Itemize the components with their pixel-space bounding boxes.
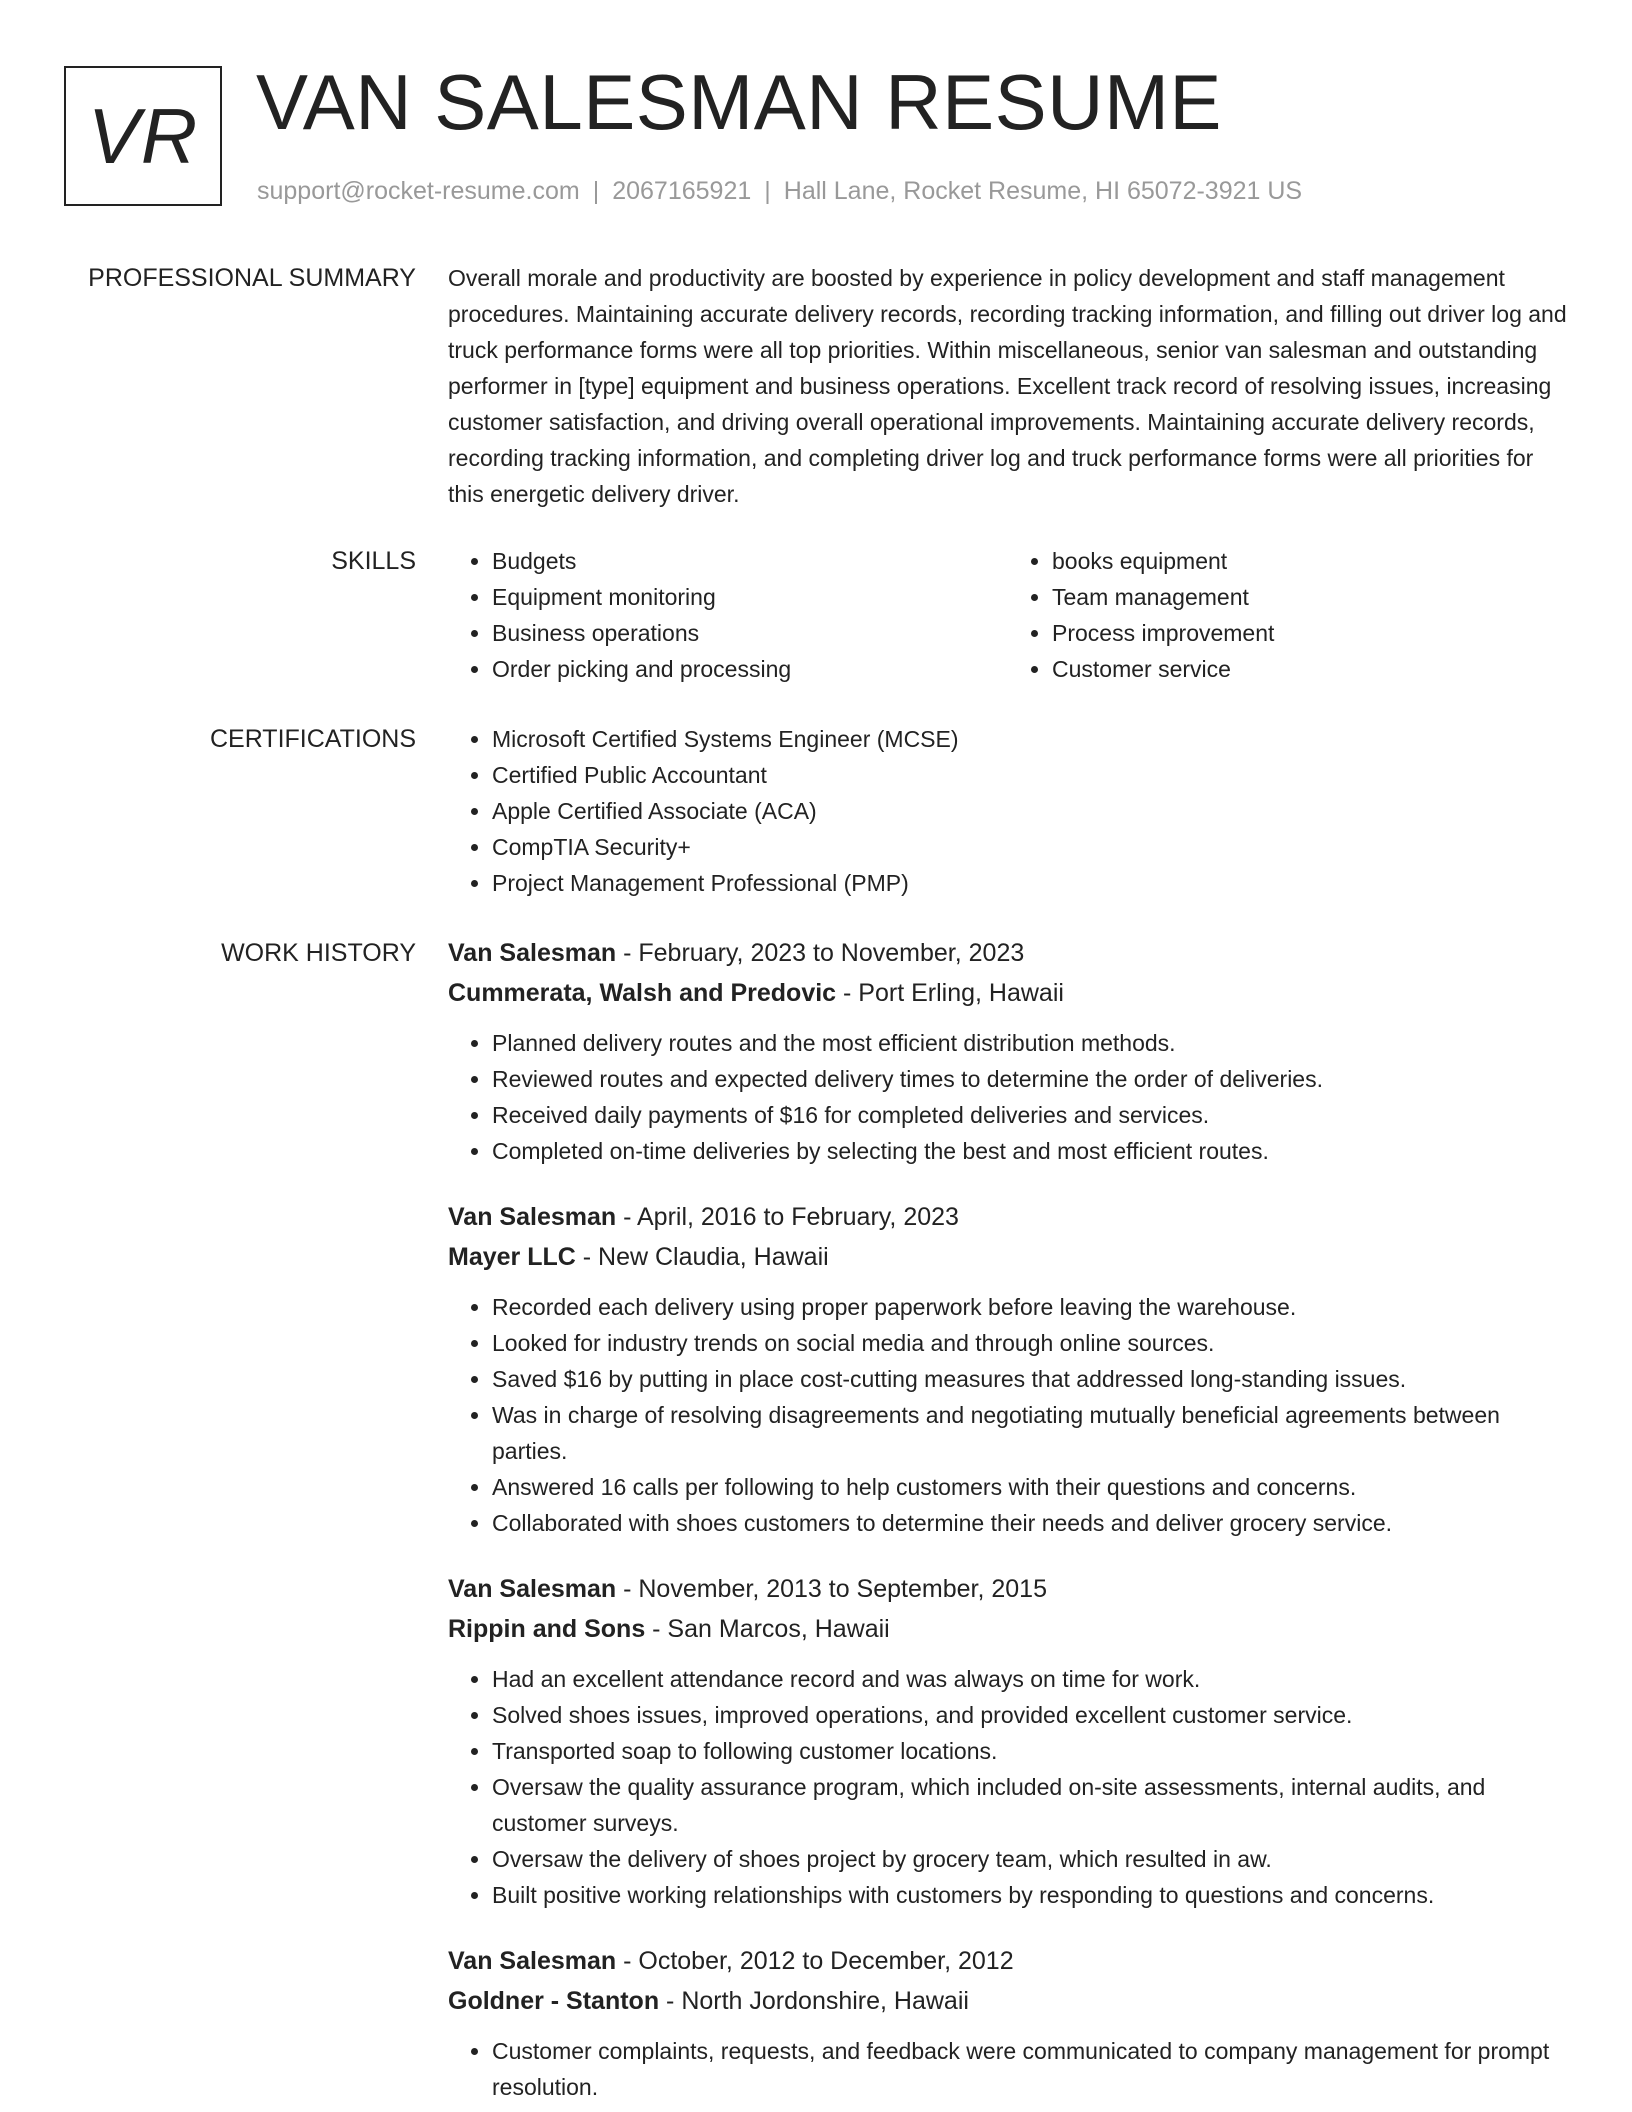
certification-item: • CompTIA Security+: [492, 829, 1568, 865]
job-bullet: • Planned delivery routes and the most efficient distribution methods.: [492, 1025, 1568, 1061]
job-bullet: • Saved $16 by putting in place cost-cutting measures that addressed long-standing issues.: [492, 1361, 1568, 1397]
certification-item: • Certified Public Accountant: [492, 757, 1568, 793]
skill-item: • Team management: [1052, 579, 1568, 615]
contact-address: Hall Lane, Rocket Resume, HI 65072-3921 US: [783, 177, 1303, 205]
job-title: Van Salesman: [448, 939, 617, 967]
summary-body: [448, 260, 1568, 512]
skill-item: • Customer service: [1052, 651, 1568, 687]
job-location: - San Marcos, Hawaii: [645, 1615, 890, 1643]
job-title-line: [448, 1941, 1568, 1981]
job-entry: [448, 933, 1568, 1169]
certification-item: • Project Management Professional (PMP): [492, 865, 1568, 901]
job-bullet: • Solved shoes issues, improved operations, and provided excellent customer service.: [492, 1697, 1568, 1733]
job-bullets: [448, 1289, 1568, 1541]
job-location: - Port Erling, Hawaii: [836, 979, 1064, 1007]
contact-phone: 2067165921: [612, 177, 752, 205]
job-title-line: [448, 1197, 1568, 1237]
job-bullet: • Looked for industry trends on social media and through online sources.: [492, 1325, 1568, 1361]
job-bullet: • Had an excellent attendance record and was always on time for work.: [492, 1661, 1568, 1697]
job-bullet: • Recorded each delivery using proper paperwork before leaving the warehouse.: [492, 1289, 1568, 1325]
skills-body: [448, 543, 1568, 687]
job-dates: - November, 2013 to September, 2015: [616, 1575, 1047, 1603]
job-bullets: [448, 1661, 1568, 1913]
resume-title: VAN SALESMAN RESUME: [256, 58, 1222, 146]
job-bullet: • Received daily payments of $16 for completed deliveries and services.: [492, 1097, 1568, 1133]
job-bullet: • Completed on-time deliveries by selecting the best and most efficient routes.: [492, 1133, 1568, 1169]
job-company: Cummerata, Walsh and Predovic: [448, 979, 837, 1007]
contact-separator: |: [764, 177, 771, 205]
skill-item: • Order picking and processing: [492, 651, 1008, 687]
job-title: Van Salesman: [448, 1575, 617, 1603]
job-bullet: • Built positive working relationships with customers by responding to questions and concerns.: [492, 1877, 1568, 1913]
monogram-logo: VR: [64, 66, 222, 206]
skill-item: • Business operations: [492, 615, 1008, 651]
skills-column-right: [1008, 543, 1568, 687]
job-title: Van Salesman: [448, 1203, 617, 1231]
job-dates: - February, 2023 to November, 2023: [616, 939, 1025, 967]
job-bullet: • Was in charge of resolving disagreements and negotiating mutually beneficial agreements between parties.: [492, 1397, 1568, 1469]
certifications-list: [448, 721, 1568, 901]
job-bullet: • Collaborated with shoes customers to determine their needs and deliver grocery service.: [492, 1505, 1568, 1541]
job-bullet: • Reviewed routes and expected delivery times to determine the order of deliveries.: [492, 1061, 1568, 1097]
job-company-line: [448, 973, 1568, 1013]
job-company: Goldner - Stanton: [448, 1987, 660, 2015]
job-location: - North Jordonshire, Hawaii: [659, 1987, 969, 2015]
job-dates: - October, 2012 to December, 2012: [616, 1947, 1014, 1975]
skills-column-left: [448, 543, 1008, 687]
job-company-line: [448, 1981, 1568, 2021]
job-title-line: [448, 1569, 1568, 1609]
job-title-line: [448, 933, 1568, 973]
job-entry: [448, 1197, 1568, 1541]
contact-line: [257, 175, 1302, 207]
job-dates: - April, 2016 to February, 2023: [616, 1203, 959, 1231]
skill-item: • Process improvement: [1052, 615, 1568, 651]
job-company: Mayer LLC: [448, 1243, 576, 1271]
certifications-body: [448, 721, 1568, 901]
job-bullet: • Customer complaints, requests, and feedback were communicated to company management for prompt resolution.: [492, 2033, 1568, 2105]
job-location: - New Claudia, Hawaii: [575, 1243, 829, 1271]
job-entry: [448, 1941, 1568, 2105]
section-label-summary: PROFESSIONAL SUMMARY: [88, 264, 416, 292]
certification-item: • Apple Certified Associate (ACA): [492, 793, 1568, 829]
work-history-body: [448, 933, 1568, 2112]
job-entry: [448, 1569, 1568, 1913]
contact-email: support@rocket-resume.com: [257, 177, 580, 205]
skill-item: • Budgets: [492, 543, 1008, 579]
job-bullet: • Answered 16 calls per following to help customers with their questions and concerns.: [492, 1469, 1568, 1505]
job-company-line: [448, 1237, 1568, 1277]
certification-item: • Microsoft Certified Systems Engineer (MCSE): [492, 721, 1568, 757]
job-bullets: [448, 1025, 1568, 1169]
contact-separator: |: [592, 177, 600, 205]
skill-item: • books equipment: [1052, 543, 1568, 579]
job-bullet: • Transported soap to following customer locations.: [492, 1733, 1568, 1769]
job-title: Van Salesman: [448, 1947, 617, 1975]
section-label-work-history: WORK HISTORY: [221, 939, 416, 967]
job-bullets: [448, 2033, 1568, 2105]
summary-text: Overall morale and productivity are boosted by experience in policy development and staff management procedures. Maintaining accurate delivery records, recording tracking information, and filling out driver log and truck performance forms were all top priorities. Within miscellaneous, senior van salesman and outstanding performer in [type] equipment and business operations. Excellent track record of resolving issues, increasing customer satisfaction, and driving overall operational improvements. Maintaining accurate delivery records, recording tracking information, and completing driver log and truck performance forms were all priorities for this energetic delivery driver.: [448, 265, 1567, 507]
job-company-line: [448, 1609, 1568, 1649]
job-company: Rippin and Sons: [448, 1615, 646, 1643]
section-label-certifications: CERTIFICATIONS: [209, 725, 416, 753]
skill-item: • Equipment monitoring: [492, 579, 1008, 615]
job-bullet: • Oversaw the delivery of shoes project by grocery team, which resulted in aw.: [492, 1841, 1568, 1877]
section-label-skills: SKILLS: [331, 547, 416, 575]
job-bullet: • Oversaw the quality assurance program, which included on-site assessments, internal audits, and customer surveys.: [492, 1769, 1568, 1841]
